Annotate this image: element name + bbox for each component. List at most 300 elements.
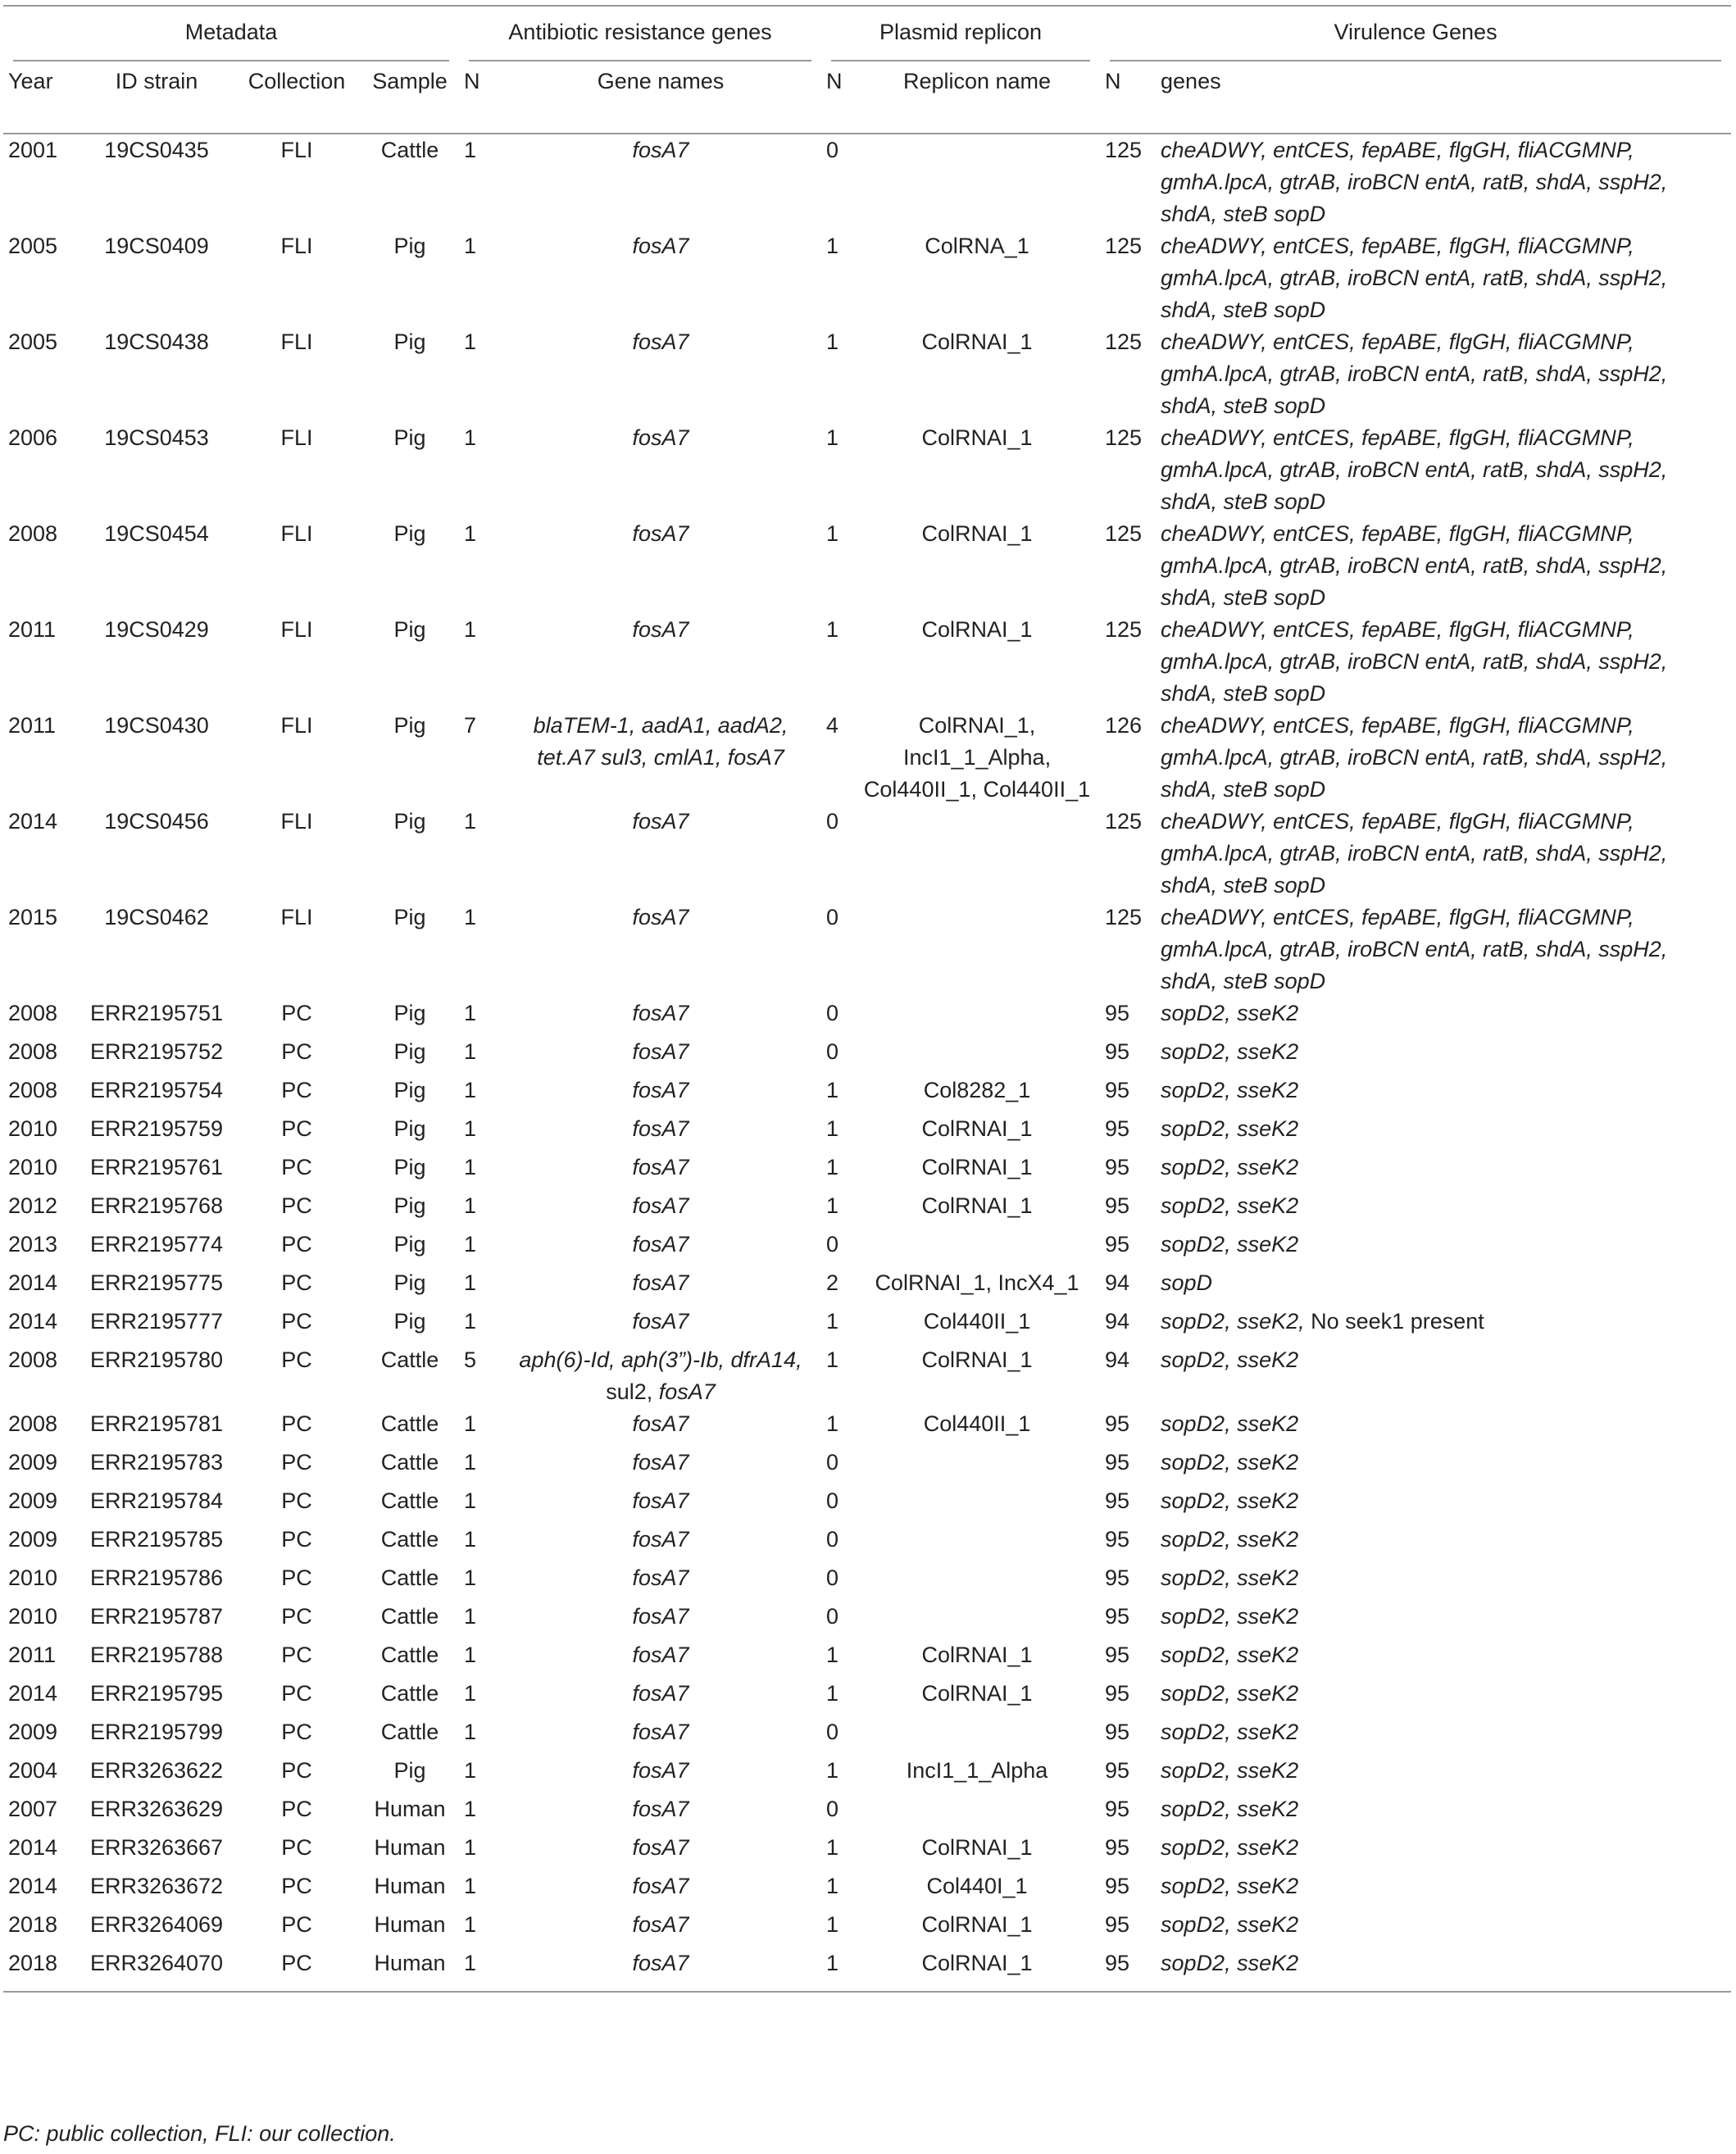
cell-genes [1156, 614, 1731, 710]
cell-year: 2014 [8, 1309, 58, 1334]
cell-sample: Cattle [380, 1604, 439, 1629]
table-row [3, 1755, 1731, 1793]
cell-collection: PC [281, 1527, 312, 1552]
cell-replicon-name: ColRNAI_1 [921, 1912, 1033, 1937]
cell-year: 2009 [8, 1527, 58, 1552]
cell-n-virulence: 125 [1105, 617, 1143, 642]
cell-n-plasmid: 1 [826, 1411, 839, 1436]
cell-collection: PC [281, 1116, 312, 1141]
cell-collection: PC [281, 1681, 312, 1706]
virulence-genes-text: cheADWY, entCES, fepABE, flgGH, fliACGMNP, gmhA.lpcA, gtrAB, iroBCN entA, ratB, shdA, sspH2, shdA, steB sopD [1161, 425, 1668, 514]
group-plasmid: Plasmid replicon [821, 0, 1100, 66]
cell-replicon-name: Col440II_1 [923, 1309, 1031, 1334]
cell-sample: Human [374, 1874, 446, 1898]
gene-names-text: fosA7 [632, 1001, 689, 1025]
cell-gene-names [500, 1075, 821, 1113]
cell-id-strain: ERR2195786 [89, 1566, 224, 1590]
cell-n-virulence: 95 [1105, 1001, 1130, 1025]
cell-sample: Human [374, 1835, 446, 1860]
cell-n-antibiotic: 1 [464, 617, 477, 642]
cell-n-antibiotic: 1 [464, 1232, 477, 1256]
cell-sample: Cattle [380, 1488, 439, 1513]
cell-id-strain: ERR3264070 [80, 1947, 233, 1992]
virulence-genes-text: sopD2, sseK2 [1161, 1001, 1299, 1025]
virulence-genes-text: sopD2, sseK2 [1161, 1193, 1299, 1218]
virulence-genes-text: sopD2, sseK2 [1161, 1411, 1299, 1436]
cell-replicon-name: ColRNAI_1 [854, 1947, 1100, 1992]
cell-gene-names [500, 1524, 821, 1562]
cell-n-plasmid: 0 [826, 1039, 839, 1064]
cell-sample: Cattle [380, 1720, 439, 1744]
cell-year: 2007 [8, 1797, 58, 1821]
cell-n-antibiotic: 1 [464, 1797, 477, 1821]
cell-year: 2014 [8, 1835, 58, 1860]
cell-sample: Pig [393, 809, 426, 834]
cell-sample: Pig [393, 1309, 426, 1334]
cell-collection: PC [281, 1758, 312, 1783]
cell-genes [1156, 230, 1731, 326]
cell-collection: PC [281, 1078, 312, 1102]
cell-replicon-name: ColRNAI_1 [921, 1155, 1033, 1179]
cell-collection: PC [281, 1643, 312, 1667]
gene-names-text: fosA7 [632, 1566, 689, 1590]
cell-gene-names [500, 1306, 821, 1344]
cell-replicon-name [854, 1447, 1100, 1485]
cell-n-plasmid: 0 [826, 905, 839, 929]
cell-year: 2009 [8, 1720, 58, 1744]
cell-id-strain: 19CS0409 [104, 234, 209, 258]
cell-genes [1156, 710, 1731, 806]
cell-n-virulence: 95 [1105, 1488, 1130, 1513]
cell-n-plasmid: 1 [826, 617, 839, 642]
cell-genes [1156, 1678, 1731, 1716]
cell-n-antibiotic: 1 [464, 138, 477, 162]
cell-id-strain: ERR2195777 [89, 1309, 224, 1334]
cell-gene-names [500, 230, 821, 326]
table-row [3, 710, 1731, 806]
gene-names-text: fosA7 [632, 1270, 689, 1295]
virulence-genes-text: sopD2, sseK2 [1161, 1758, 1299, 1783]
cell-gene-names [500, 1755, 821, 1793]
cell-year: 2008 [8, 521, 58, 546]
cell-gene-names [500, 518, 821, 614]
cell-gene-names [500, 422, 821, 518]
cell-replicon-name [854, 1229, 1100, 1267]
cell-year: 2012 [8, 1193, 58, 1218]
table-row [3, 902, 1731, 997]
table-row [3, 1601, 1731, 1639]
column-header-row [3, 66, 1731, 134]
cell-n-plasmid: 1 [826, 1681, 839, 1706]
cell-collection: FLI [280, 713, 313, 738]
cell-replicon-name: ColRNAI_1 [921, 425, 1033, 450]
cell-id-strain: ERR3263622 [89, 1758, 224, 1783]
cell-n-virulence: 95 [1100, 1947, 1156, 1992]
gene-names-text: blaTEM-1, aadA1, aadA2, tet.A7 sul3, cmlA1, fosA7 [533, 713, 788, 770]
virulence-note: No seek1 present [1311, 1309, 1484, 1334]
cell-year: 2008 [8, 1039, 58, 1064]
cell-collection: FLI [280, 425, 313, 450]
cell-genes [1156, 1524, 1731, 1562]
gene-names-text: fosA7 [632, 1039, 689, 1064]
cell-sample: Cattle [380, 1681, 439, 1706]
cell-n-plasmid: 0 [826, 1527, 839, 1552]
virulence-genes-text: cheADWY, entCES, fepABE, flgGH, fliACGMNP, gmhA.lpcA, gtrAB, iroBCN entA, ratB, shdA, sspH2, shdA, steB sopD [1161, 617, 1668, 706]
virulence-genes-text: sopD2, sseK2 [1161, 1681, 1299, 1706]
cell-replicon-name [854, 1036, 1100, 1075]
gene-names-text: fosA7 [632, 1874, 689, 1898]
cell-n-plasmid: 1 [826, 1347, 839, 1372]
cell-n-antibiotic: 1 [464, 521, 477, 546]
cell-collection: PC [281, 1720, 312, 1744]
cell-id-strain: ERR2195795 [89, 1681, 224, 1706]
cell-gene-names [500, 1870, 821, 1909]
cell-year: 2005 [8, 234, 58, 258]
gene-names-text: fosA7 [632, 1116, 689, 1141]
gene-table [3, 0, 1731, 1993]
cell-n-virulence: 95 [1105, 1527, 1130, 1552]
cell-year: 2013 [8, 1232, 58, 1256]
cell-sample: Cattle [380, 1450, 439, 1475]
cell-genes [1156, 1152, 1731, 1190]
cell-sample: Pig [393, 1232, 426, 1256]
cell-gene-names [500, 1832, 821, 1870]
cell-gene-names [500, 1601, 821, 1639]
cell-sample: Cattle [380, 138, 439, 162]
col-genes: genes [1156, 66, 1731, 134]
cell-genes [1156, 1793, 1731, 1832]
cell-gene-names [500, 997, 821, 1036]
gene-names-text: fosA7 [632, 329, 689, 354]
cell-replicon-name: ColRNAI_1 [921, 1835, 1033, 1860]
cell-n-virulence: 95 [1105, 1193, 1130, 1218]
cell-n-virulence: 95 [1105, 1566, 1130, 1590]
table-row [3, 806, 1731, 902]
cell-n-virulence: 125 [1105, 521, 1143, 546]
virulence-genes-text: sopD2, sseK2 [1161, 1488, 1299, 1513]
table-row [3, 1229, 1731, 1267]
cell-sample: Pig [393, 425, 426, 450]
gene-names-text: fosA7 [632, 905, 689, 929]
virulence-genes-text: sopD2, sseK2 [1161, 1527, 1299, 1552]
table-row [3, 1524, 1731, 1562]
cell-year: 2014 [8, 809, 58, 834]
cell-n-plasmid: 1 [826, 1643, 839, 1667]
cell-n-antibiotic: 1 [464, 1527, 477, 1552]
virulence-genes-text: cheADWY, entCES, fepABE, flgGH, fliACGMNP, gmhA.lpcA, gtrAB, iroBCN entA, ratB, shdA, sspH2, shdA, steB sopD [1161, 809, 1668, 898]
cell-n-plasmid: 0 [826, 1604, 839, 1629]
col-gene-names: Gene names [500, 66, 821, 134]
table-row [3, 1113, 1731, 1152]
cell-replicon-name: ColRNAI_1 [921, 617, 1033, 642]
cell-collection: FLI [280, 905, 313, 929]
cell-genes [1156, 1755, 1731, 1793]
cell-id-strain: ERR2195788 [89, 1643, 224, 1667]
cell-n-plasmid: 1 [826, 1193, 839, 1218]
cell-n-antibiotic: 1 [464, 329, 477, 354]
cell-n-virulence: 95 [1105, 1155, 1130, 1179]
group-antibiotic: Antibiotic resistance genes [459, 0, 821, 66]
cell-collection: FLI [280, 617, 313, 642]
cell-n-antibiotic: 1 [464, 1758, 477, 1783]
cell-n-virulence: 95 [1105, 1039, 1130, 1064]
cell-id-strain: 19CS0438 [104, 329, 209, 354]
gene-names-tail: fosA7 [658, 1379, 716, 1404]
cell-gene-names [500, 902, 821, 997]
cell-n-antibiotic: 1 [464, 1835, 477, 1860]
gene-names-text: fosA7 [632, 1232, 689, 1256]
cell-sample: Human [374, 1797, 446, 1821]
cell-gene-names [500, 134, 821, 230]
cell-n-plasmid: 0 [826, 1566, 839, 1590]
cell-n-antibiotic: 1 [464, 905, 477, 929]
cell-year: 2011 [8, 617, 57, 642]
table-row [3, 1344, 1731, 1408]
cell-n-antibiotic: 1 [464, 1155, 477, 1179]
group-virulence: Virulence Genes [1100, 0, 1731, 66]
table-body [3, 134, 1731, 1992]
cell-year: 2008 [8, 1078, 58, 1102]
cell-sample: Human [361, 1947, 459, 1992]
cell-sample: Pig [393, 905, 426, 929]
cell-gene-names [500, 1562, 821, 1601]
col-sample: Sample [361, 66, 459, 134]
cell-gene-names [500, 1113, 821, 1152]
cell-n-virulence: 95 [1105, 1835, 1130, 1860]
cell-year: 2008 [8, 1411, 58, 1436]
cell-collection: FLI [280, 138, 313, 162]
cell-year: 2006 [8, 425, 58, 450]
cell-sample: Cattle [380, 1643, 439, 1667]
cell-gene-names [500, 1190, 821, 1229]
virulence-genes-text: sopD2, sseK2 [1161, 1078, 1299, 1102]
cell-genes [1156, 1036, 1731, 1075]
gene-names-text: fosA7 [632, 1193, 689, 1218]
cell-year: 2009 [8, 1450, 58, 1475]
cell-id-strain: 19CS0456 [104, 809, 209, 834]
cell-n-virulence: 95 [1105, 1912, 1130, 1937]
gene-names-plain: sul2, [606, 1379, 653, 1404]
table-row [3, 1306, 1731, 1344]
table-row [3, 1075, 1731, 1113]
cell-n-virulence: 94 [1105, 1347, 1130, 1372]
cell-genes [1156, 1485, 1731, 1524]
virulence-genes-text: sopD2, sseK2, [1161, 1309, 1305, 1334]
cell-id-strain: ERR2195759 [89, 1116, 224, 1141]
gene-names-text: fosA7 [632, 425, 689, 450]
cell-n-antibiotic: 5 [464, 1347, 477, 1372]
cell-collection: PC [281, 1797, 312, 1821]
cell-n-plasmid: 0 [826, 1488, 839, 1513]
virulence-genes-text: sopD2, sseK2 [1161, 1797, 1299, 1821]
cell-n-plasmid: 1 [826, 1309, 839, 1334]
cell-sample: Pig [393, 1270, 426, 1295]
gene-names-text: aph(6)-Id, aph(3”)-Ib, dfrA14, [519, 1347, 802, 1372]
cell-genes [1156, 1947, 1731, 1992]
cell-year: 2018 [3, 1947, 80, 1992]
cell-year: 2004 [8, 1758, 58, 1783]
virulence-genes-text: cheADWY, entCES, fepABE, flgGH, fliACGMNP, gmhA.lpcA, gtrAB, iroBCN entA, ratB, shdA, sspH2, shdA, steB sopD [1161, 521, 1668, 610]
table-row [3, 134, 1731, 230]
cell-collection: PC [281, 1450, 312, 1475]
col-n-plasmid: N [821, 66, 854, 134]
cell-gene-names [500, 1678, 821, 1716]
cell-genes [1156, 997, 1731, 1036]
cell-replicon-name: IncI1_1_Alpha [906, 1758, 1048, 1783]
cell-n-virulence: 94 [1105, 1309, 1130, 1334]
cell-sample: Pig [393, 1116, 426, 1141]
cell-year: 2015 [8, 905, 58, 929]
cell-n-virulence: 95 [1105, 1797, 1130, 1821]
gene-names-text: fosA7 [632, 1604, 689, 1629]
col-replicon-name: Replicon name [854, 66, 1100, 134]
cell-n-virulence: 95 [1105, 1078, 1130, 1102]
cell-n-virulence: 94 [1105, 1270, 1130, 1295]
cell-replicon-name: ColRNAI_1, IncX4_1 [875, 1270, 1079, 1295]
cell-gene-names [500, 1036, 821, 1075]
cell-n-plasmid: 4 [826, 713, 839, 738]
table-row [3, 230, 1731, 326]
col-n-virulence: N [1100, 66, 1156, 134]
virulence-genes-text: sopD2, sseK2 [1161, 1116, 1299, 1141]
cell-n-virulence: 125 [1105, 809, 1143, 834]
cell-n-plasmid: 1 [826, 1835, 839, 1860]
cell-n-antibiotic: 1 [464, 1681, 477, 1706]
col-n-antibiotic: N [459, 66, 500, 134]
gene-names-text: fosA7 [632, 1835, 689, 1860]
cell-n-plasmid: 1 [826, 425, 839, 450]
cell-collection: PC [281, 1232, 312, 1256]
cell-n-virulence: 125 [1105, 425, 1143, 450]
virulence-genes-text: sopD2, sseK2 [1161, 1039, 1299, 1064]
cell-genes [1156, 1113, 1731, 1152]
cell-genes [1156, 1344, 1731, 1408]
cell-n-antibiotic: 1 [464, 1604, 477, 1629]
cell-id-strain: ERR2195780 [89, 1347, 224, 1372]
table-row [3, 1870, 1731, 1909]
col-collection: Collection [233, 66, 361, 134]
cell-sample: Cattle [380, 1411, 439, 1436]
cell-n-antibiotic: 1 [464, 1488, 477, 1513]
cell-collection: PC [281, 1001, 312, 1025]
table-row [3, 1793, 1731, 1832]
cell-replicon-name: Col440II_1 [923, 1411, 1031, 1436]
table-row [3, 997, 1731, 1036]
cell-collection: PC [281, 1874, 312, 1898]
cell-id-strain: ERR3264069 [89, 1912, 224, 1937]
cell-replicon-name [854, 134, 1100, 230]
cell-genes [1156, 134, 1731, 230]
cell-sample: Pig [393, 1001, 426, 1025]
cell-replicon-name: ColRNAI_1 [921, 329, 1033, 354]
cell-id-strain: ERR2195784 [89, 1488, 224, 1513]
cell-n-plasmid: 1 [826, 1758, 839, 1783]
cell-gene-names [500, 1447, 821, 1485]
cell-n-virulence: 95 [1105, 1681, 1130, 1706]
cell-replicon-name: ColRNAI_1 [921, 521, 1033, 546]
virulence-genes-text: cheADWY, entCES, fepABE, flgGH, fliACGMNP, gmhA.lpcA, gtrAB, iroBCN entA, ratB, shdA, sspH2, shdA, steB sopD [1161, 329, 1668, 418]
cell-n-virulence: 125 [1105, 234, 1143, 258]
cell-gene-names [500, 1152, 821, 1190]
cell-genes [1156, 1229, 1731, 1267]
cell-n-antibiotic: 7 [464, 713, 477, 738]
virulence-genes-text: sopD2, sseK2 [1161, 1604, 1299, 1629]
cell-id-strain: ERR3263672 [89, 1874, 224, 1898]
cell-year: 2001 [8, 138, 58, 162]
cell-gene-names [500, 1639, 821, 1678]
virulence-genes-text: cheADWY, entCES, fepABE, flgGH, fliACGMNP, gmhA.lpcA, gtrAB, iroBCN entA, ratB, shdA, sspH2, shdA, steB sopD [1161, 234, 1668, 322]
gene-names-text: fosA7 [632, 1309, 689, 1334]
cell-n-plasmid: 0 [826, 1232, 839, 1256]
cell-n-plasmid: 1 [826, 1155, 839, 1179]
cell-collection: PC [281, 1309, 312, 1334]
cell-gene-names [500, 1344, 821, 1408]
cell-n-antibiotic: 1 [464, 1874, 477, 1898]
cell-collection: PC [281, 1566, 312, 1590]
cell-n-virulence: 125 [1105, 905, 1143, 929]
cell-genes [1156, 1909, 1731, 1947]
virulence-genes-text: sopD2, sseK2 [1161, 1155, 1299, 1179]
cell-year: 2014 [8, 1681, 58, 1706]
cell-id-strain: ERR2195785 [89, 1527, 224, 1552]
cell-id-strain: ERR3263667 [89, 1835, 224, 1860]
cell-collection: FLI [280, 234, 313, 258]
cell-year: 2018 [8, 1912, 58, 1937]
gene-names-text: fosA7 [632, 138, 689, 162]
cell-replicon-name: Col8282_1 [923, 1078, 1031, 1102]
gene-names-text: fosA7 [632, 809, 689, 834]
cell-collection: PC [281, 1270, 312, 1295]
cell-n-virulence: 95 [1105, 1604, 1130, 1629]
virulence-genes-text: sopD [1161, 1270, 1213, 1295]
cell-gene-names [500, 1485, 821, 1524]
gene-names-text: fosA7 [632, 1681, 689, 1706]
cell-n-antibiotic: 1 [464, 1309, 477, 1334]
cell-n-plasmid: 1 [826, 1078, 839, 1102]
cell-id-strain: ERR2195787 [89, 1604, 224, 1629]
cell-replicon-name: ColRNAI_1 [921, 1193, 1033, 1218]
cell-gene-names [500, 614, 821, 710]
cell-n-virulence: 95 [1105, 1450, 1130, 1475]
cell-year: 2005 [8, 329, 58, 354]
cell-year: 2014 [8, 1874, 58, 1898]
cell-n-plasmid: 1 [826, 1874, 839, 1898]
cell-collection: PC [281, 1411, 312, 1436]
gene-names-text: fosA7 [632, 1411, 689, 1436]
gene-names-text: fosA7 [632, 1797, 689, 1821]
virulence-genes-text: sopD2, sseK2 [1161, 1347, 1299, 1372]
table-row [3, 422, 1731, 518]
cell-id-strain: ERR2195768 [89, 1193, 224, 1218]
cell-genes [1156, 1870, 1731, 1909]
cell-genes [1156, 1639, 1731, 1678]
gene-names-text: fosA7 [632, 1488, 689, 1513]
cell-n-antibiotic: 1 [464, 1270, 477, 1295]
gene-names-text: fosA7 [632, 1155, 689, 1179]
cell-collection: PC [281, 1604, 312, 1629]
cell-gene-names [500, 710, 821, 806]
table-row [3, 1267, 1731, 1306]
cell-genes [1156, 1562, 1731, 1601]
cell-year: 2008 [8, 1001, 58, 1025]
cell-n-virulence: 95 [1105, 1411, 1130, 1436]
table-row [3, 1678, 1731, 1716]
cell-collection: PC [281, 1193, 312, 1218]
cell-year: 2010 [8, 1604, 58, 1629]
cell-n-virulence: 95 [1105, 1758, 1130, 1783]
cell-replicon-name: ColRNAI_1, IncI1_1_Alpha, Col440II_1, Col440II_1 [863, 713, 1091, 802]
cell-gene-names [500, 1716, 821, 1755]
